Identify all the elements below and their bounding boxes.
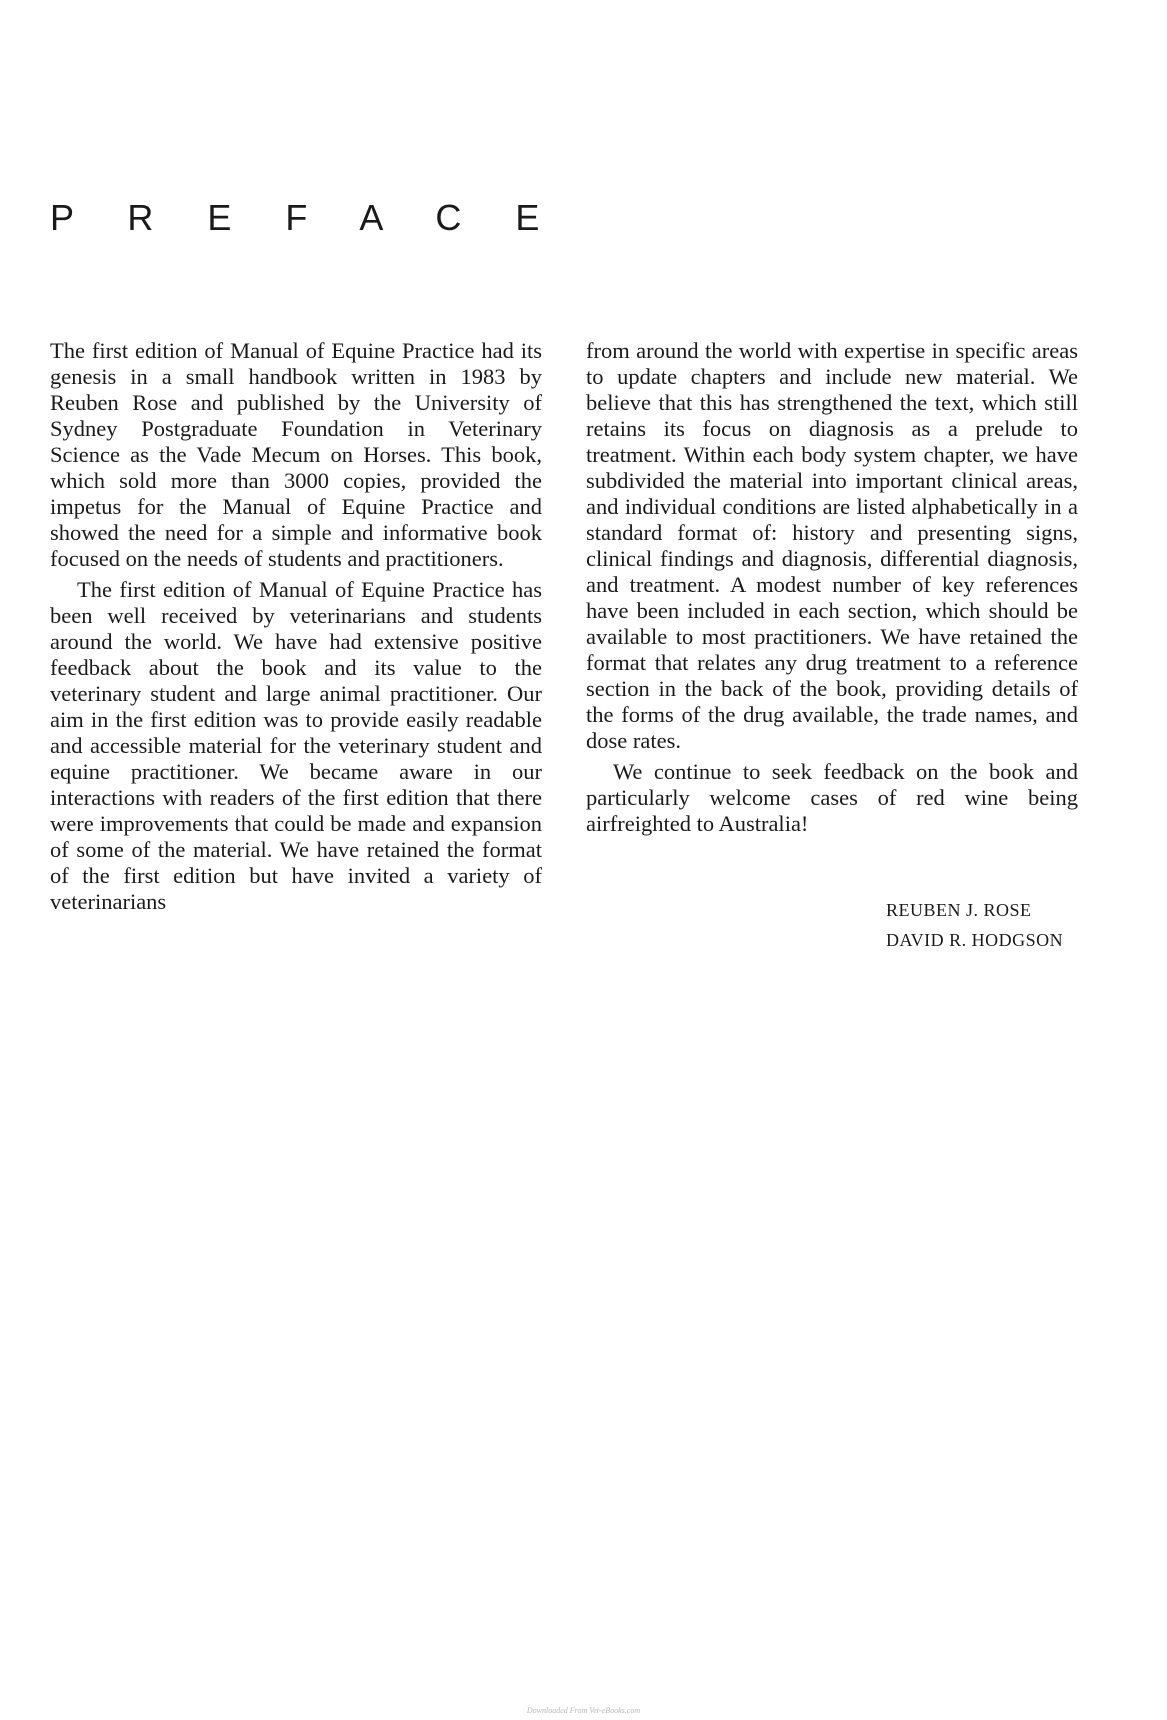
- author-name-rose: REUBEN J. ROSE: [886, 900, 1032, 920]
- download-watermark: Downloaded From Vet-eBooks.com: [526, 1706, 641, 1715]
- page-title: P R E F A C E: [50, 197, 562, 238]
- paragraph-history: The first edition of Manual of Equine Practice had its genesis in a small handbook written in 1983 by Reuben Rose and published by the University of Sydney Postgraduate Foundation in Veterinary Science as the Vade Mecum on Horses. This book, which sold more than 3000 copies, provided the impetus for the Manual of Equine Practice and showed the need for a simple and informative book focused on the needs of students and practitioners.: [50, 338, 542, 571]
- paragraph-reception: The first edition of Manual of Equine Practice has been well received by veterinarians and students around the world. We have had extensive positive feedback about the book and its value to the veterinary student and large animal practitioner. Our aim in the first edition was to provide easily readable and accessible material for the veterinary student and equine practitioner. We became aware in our interactions with readers of the first edition that there were improvements that could be made and expansion of some of the material. We have retained the format of the first edition but have invited a variety of veterinarians: [50, 577, 542, 914]
- right-text-column: [586, 338, 1078, 842]
- author-name-hodgson: DAVID R. HODGSON: [886, 930, 1064, 950]
- author-signatures: [886, 895, 1063, 955]
- paragraph-feedback: We continue to seek feedback on the book and particularly welcome cases of red wine being airfreighted to Australia!: [586, 759, 1078, 836]
- left-text-column: [50, 338, 542, 920]
- paragraph-continuation: from around the world with expertise in specific areas to update chapters and include new material. We believe that this has strengthened the text, which still retains its focus on diagnosis as a prelude to treatment. Within each body system chapter, we have subdivided the material into important clinical areas, and individual conditions are listed alphabetically in a standard format of: history and presenting signs, clinical findings and diagnosis, differential diagnosis, and treatment. A modest number of key references have been included in each section, which should be available to most practitioners. We have retained the format that relates any drug treatment to a reference section in the back of the book, providing details of the forms of the drug available, the trade names, and dose rates.: [586, 338, 1078, 753]
